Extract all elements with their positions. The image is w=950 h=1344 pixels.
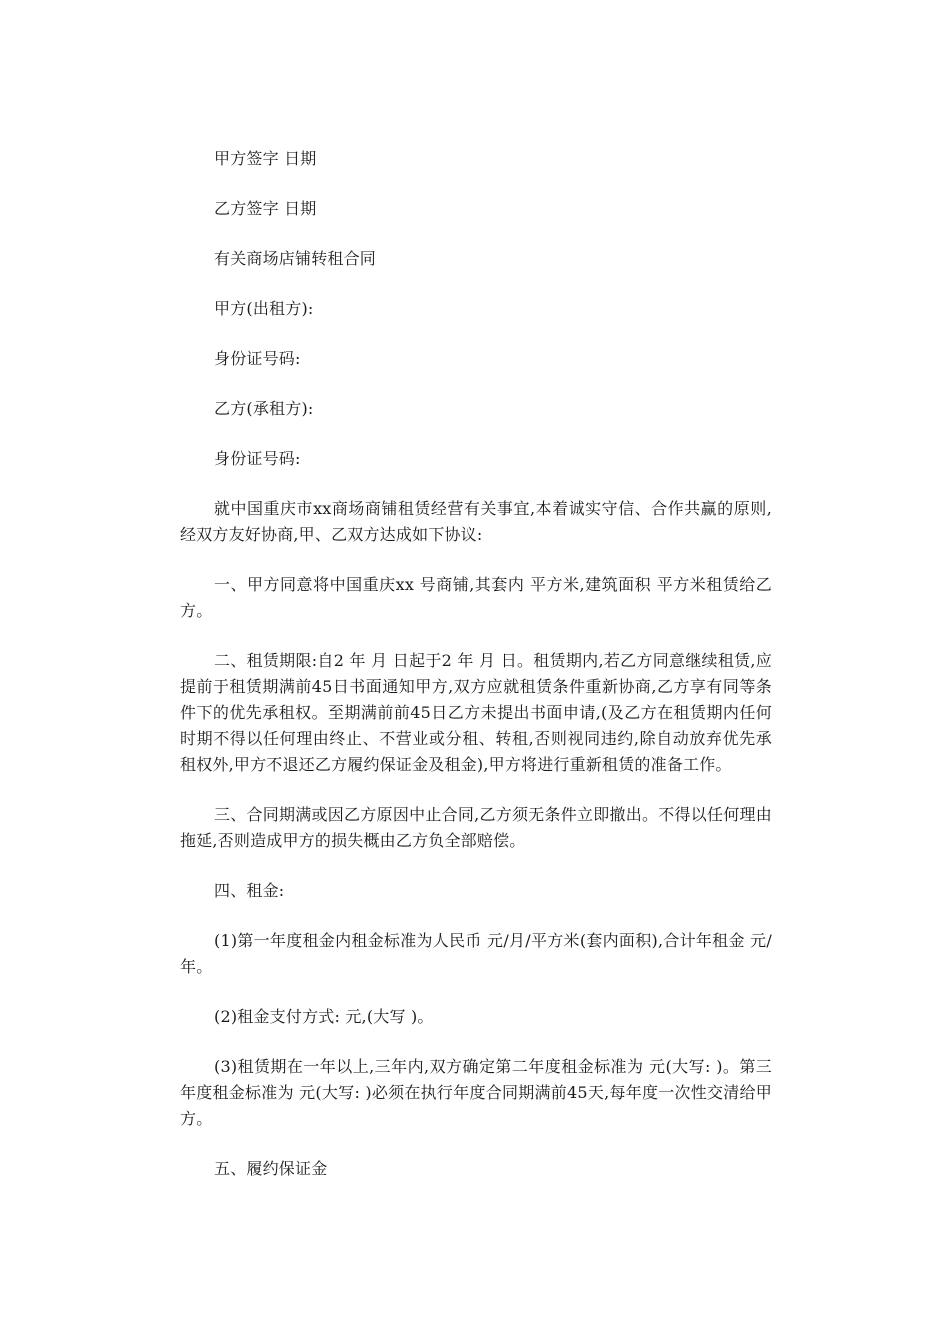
signature-line-party-b: 乙方签字 日期 bbox=[214, 199, 317, 218]
clause-5-heading: 五、履约保证金 bbox=[214, 1159, 328, 1178]
document-page bbox=[180, 146, 772, 1182]
clause-3: 三、合同期满或因乙方原因中止合同,乙方须无条件立即撤出。不得以任何理由拖延,否则造成甲方的损失概由乙方负全部赔偿。 bbox=[180, 805, 772, 850]
party-a-label: 甲方(出租方): bbox=[214, 299, 314, 318]
clause-4-item-2: (2)租金支付方式: 元,(大写 )。 bbox=[214, 1007, 434, 1026]
preamble-paragraph: 就中国重庆市xx商场商铺租赁经营有关事宜,本着诚实守信、合作共赢的原则,经双方友好协商,甲、乙双方达成如下协议: bbox=[180, 499, 772, 544]
clause-2: 二、租赁期限:自2 年 月 日起于2 年 月 日。租赁期内,若乙方同意继续租赁,应提前于租赁期满前45日书面通知甲方,双方应就租赁条件重新协商,乙方享有同等条件下的优先承租权。至期满前前45日乙方未提出书面申请,(及乙方在租赁期内任何时期不得以任何理由终止、不营业或分租、转租,否则视同违约,除自动放弃优先承租权外,甲方不退还乙方履约保证金及租金),甲方将进行重新租赁的准备工作。 bbox=[180, 651, 772, 774]
party-a-id-label: 身份证号码: bbox=[214, 349, 301, 368]
contract-title: 有关商场店铺转租合同 bbox=[214, 249, 377, 268]
clause-1: 一、甲方同意将中国重庆xx 号商铺,其套内 平方米,建筑面积 平方米租赁给乙方。 bbox=[180, 575, 772, 620]
party-b-label: 乙方(承租方): bbox=[214, 399, 314, 418]
clause-4-item-3: (3)租赁期在一年以上,三年内,双方确定第二年度租金标准为 元(大写: )。第三年度租金标准为 元(大写: )必须在执行年度合同期满前45天,每年度一次性交清给甲方。 bbox=[180, 1057, 772, 1128]
clause-4-heading: 四、租金: bbox=[214, 881, 285, 900]
signature-line-party-a: 甲方签字 日期 bbox=[214, 149, 317, 168]
clause-4-item-1: (1)第一年度租金内租金标准为人民币 元/月/平方米(套内面积),合计年租金 元/年。 bbox=[180, 931, 772, 976]
party-b-id-label: 身份证号码: bbox=[214, 449, 301, 468]
